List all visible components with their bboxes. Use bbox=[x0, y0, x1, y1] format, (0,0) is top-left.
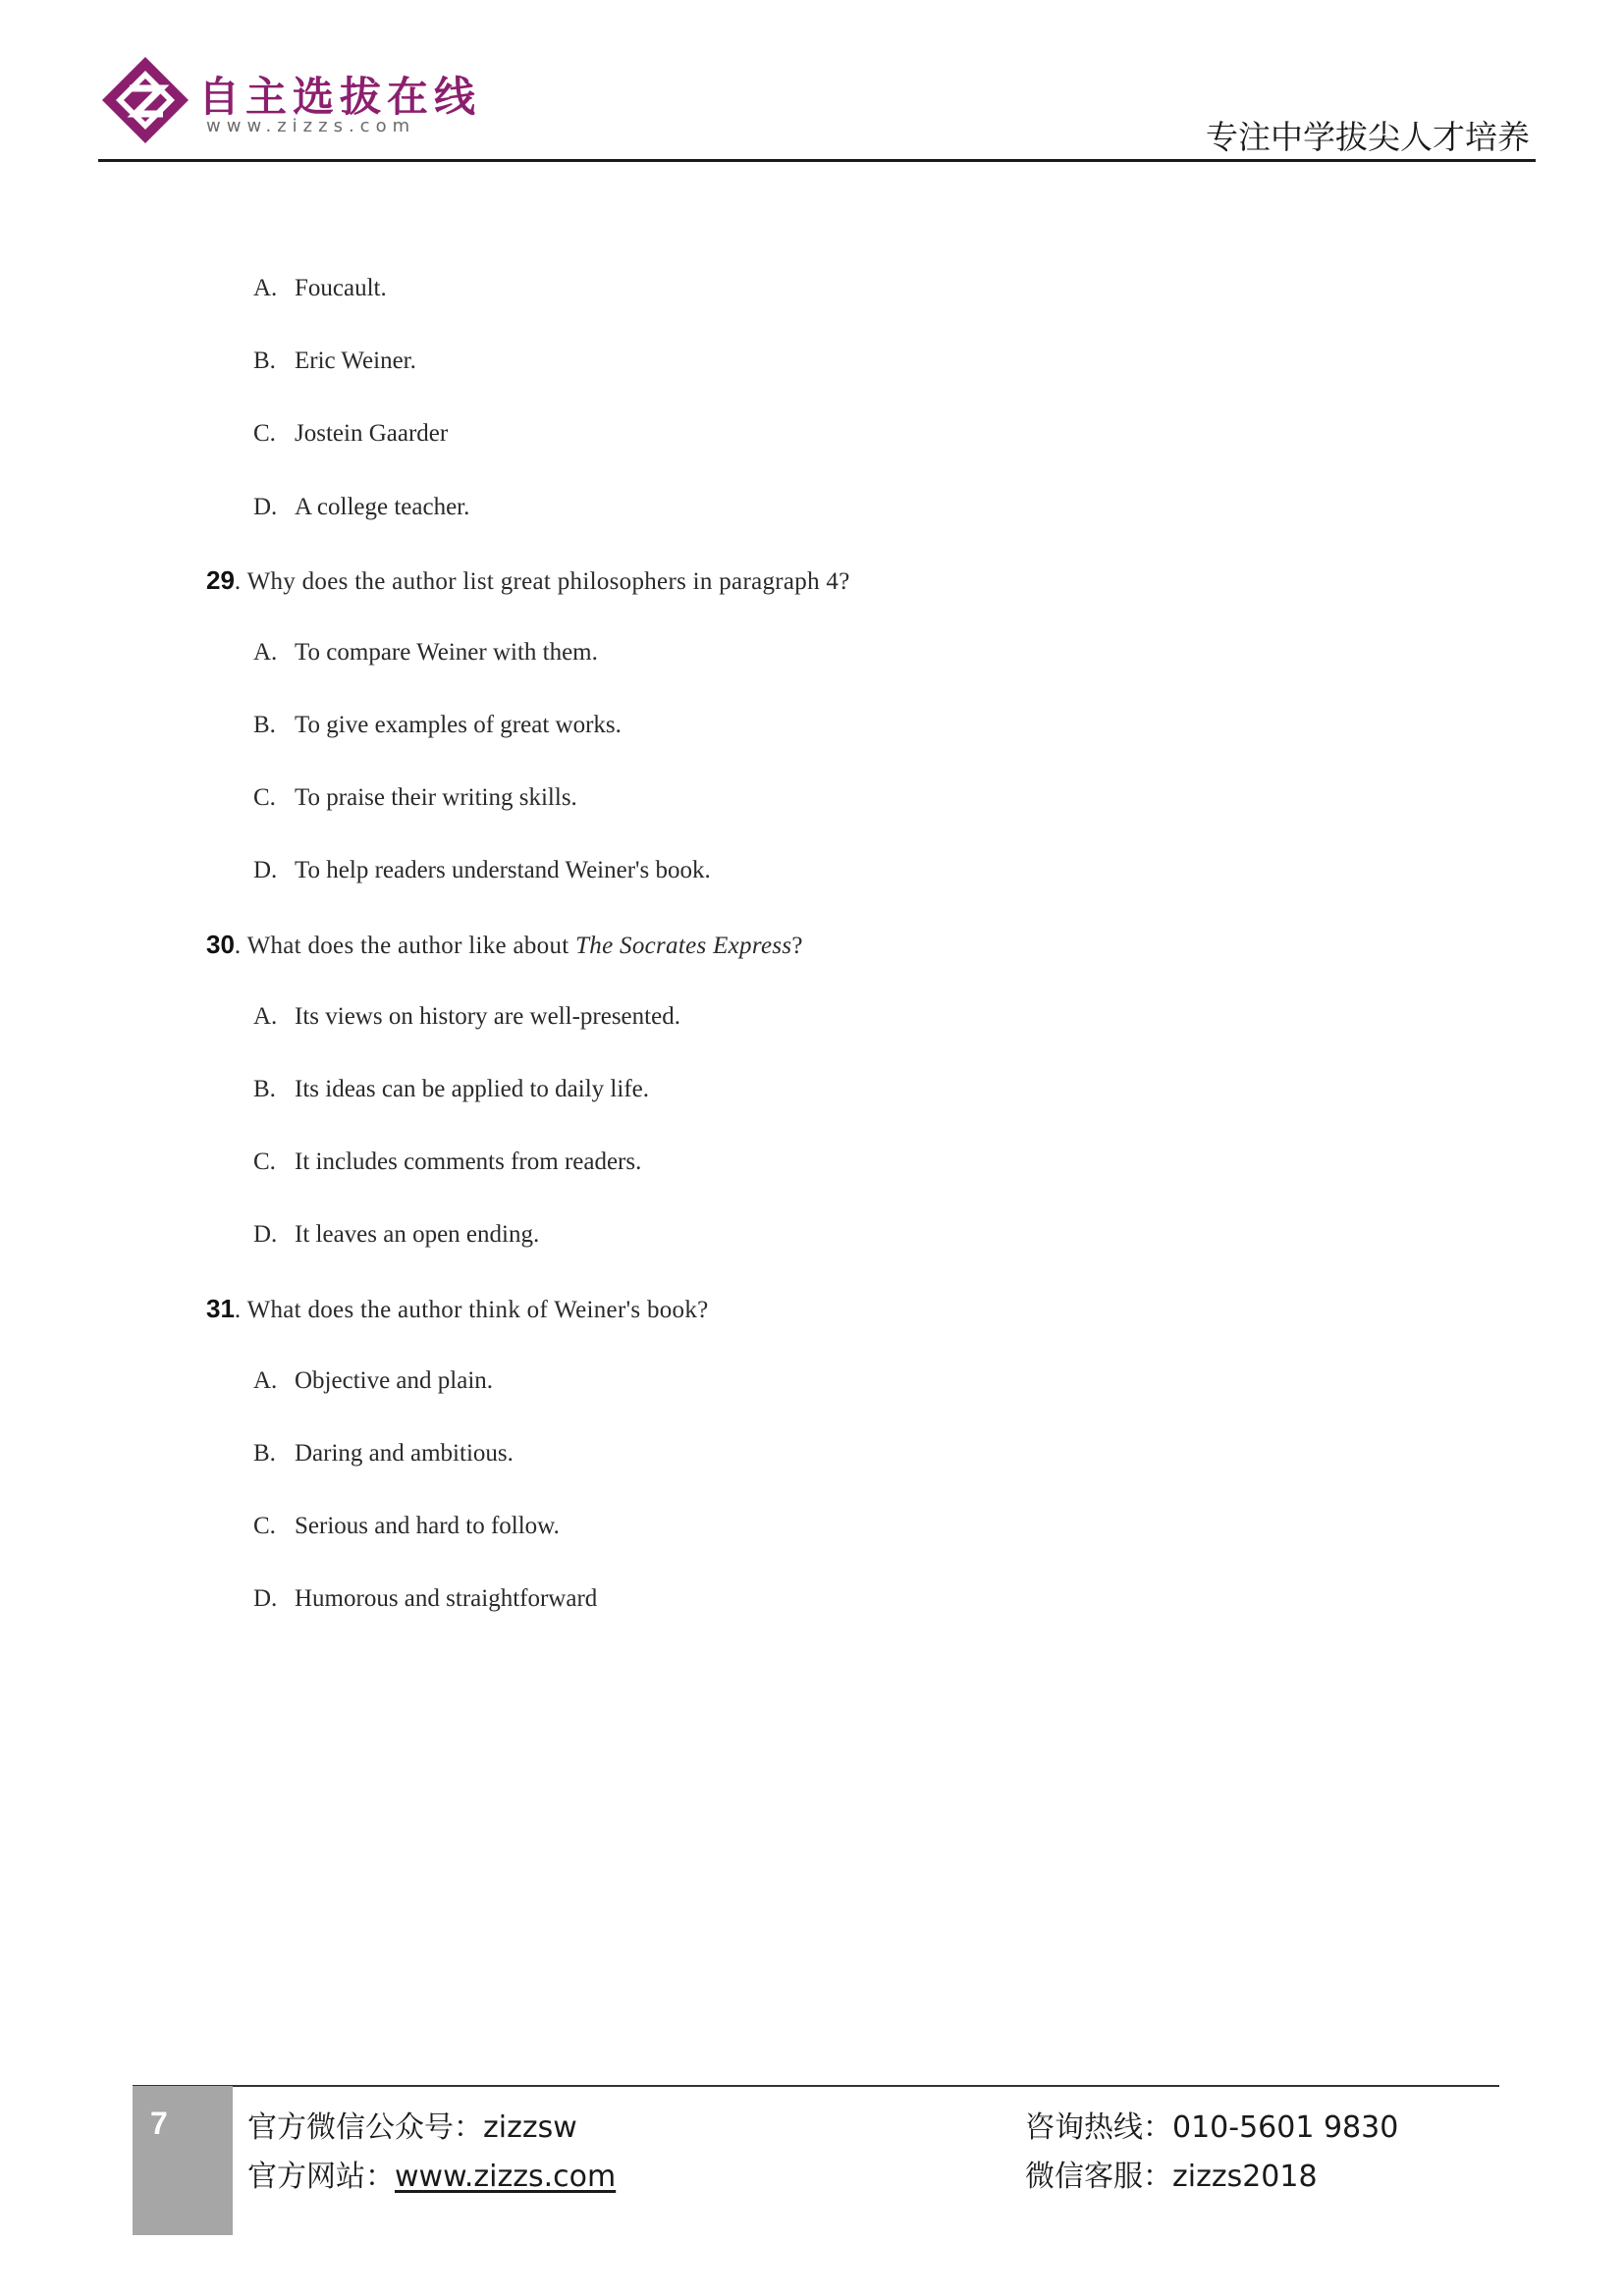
question-29-stem bbox=[206, 565, 850, 596]
footer-divider bbox=[133, 2085, 1499, 2087]
option-31-a bbox=[253, 1367, 493, 1395]
option-28-c bbox=[253, 420, 448, 448]
brand-name: 自主选拔在线 bbox=[198, 73, 482, 121]
option-text: To praise their writing skills. bbox=[295, 784, 577, 811]
brand-url: www.zizzs.com bbox=[206, 116, 416, 136]
option-letter: C. bbox=[253, 784, 276, 811]
question-number: 29 bbox=[206, 565, 235, 595]
page-header bbox=[98, 39, 1536, 162]
hotline-label: 咨询热线： bbox=[1025, 2110, 1172, 2145]
question-number: 30 bbox=[206, 930, 235, 959]
question-30-stem bbox=[206, 930, 803, 960]
option-letter: C. bbox=[253, 1513, 276, 1539]
option-text: Objective and plain. bbox=[295, 1367, 494, 1394]
option-letter: B. bbox=[253, 1440, 276, 1467]
option-28-a bbox=[253, 275, 387, 302]
wechat-service-value: zizzs2018 bbox=[1172, 2160, 1318, 2194]
hotline-value: 010-5601 9830 bbox=[1172, 2110, 1399, 2145]
option-letter: D. bbox=[253, 1585, 278, 1612]
option-text: Daring and ambitious. bbox=[295, 1440, 514, 1467]
option-letter: A. bbox=[253, 639, 278, 666]
page-number: 7 bbox=[150, 2106, 168, 2141]
option-text: Foucault. bbox=[295, 275, 387, 301]
page-number-box bbox=[133, 2086, 233, 2235]
option-text: To give examples of great works. bbox=[295, 712, 622, 738]
footer-website bbox=[247, 2152, 616, 2195]
footer-wechat-service bbox=[1025, 2152, 1318, 2195]
wechat-account-label: 官方微信公众号： bbox=[247, 2110, 483, 2145]
option-letter: B. bbox=[253, 347, 276, 374]
option-letter: D. bbox=[253, 857, 278, 883]
question-text: . Why does the author list great philosophers in paragraph 4? bbox=[234, 568, 850, 595]
question-text: . What does the author think of Weiner's book? bbox=[234, 1297, 709, 1323]
option-text: It includes comments from readers. bbox=[295, 1148, 642, 1175]
option-31-d bbox=[253, 1585, 597, 1613]
option-letter: A. bbox=[253, 1367, 278, 1394]
website-link[interactable]: www.zizzs.com bbox=[395, 2160, 617, 2194]
option-30-d bbox=[253, 1221, 539, 1249]
book-title: The Socrates Express bbox=[575, 933, 792, 959]
option-letter: D. bbox=[253, 1221, 278, 1248]
website-label: 官方网站： bbox=[247, 2160, 395, 2194]
option-text: Serious and hard to follow. bbox=[295, 1513, 560, 1539]
option-text: Its views on history are well-presented. bbox=[295, 1003, 680, 1030]
option-30-b bbox=[253, 1076, 649, 1103]
option-29-b bbox=[253, 712, 622, 739]
question-31-stem bbox=[206, 1294, 709, 1324]
option-text: Humorous and straightforward bbox=[295, 1585, 598, 1612]
option-29-c bbox=[253, 784, 577, 812]
option-30-a bbox=[253, 1003, 680, 1031]
footer-wechat-account bbox=[247, 2103, 577, 2146]
zizzs-logo-icon bbox=[100, 55, 190, 145]
wechat-service-label: 微信客服： bbox=[1025, 2160, 1172, 2194]
option-31-c bbox=[253, 1513, 560, 1540]
option-letter: A. bbox=[253, 1003, 278, 1030]
option-31-b bbox=[253, 1440, 514, 1468]
header-divider bbox=[98, 159, 1536, 162]
option-letter: C. bbox=[253, 420, 276, 447]
question-text: . What does the author like about bbox=[234, 933, 576, 959]
option-text: Jostein Gaarder bbox=[295, 420, 449, 447]
option-letter: A. bbox=[253, 275, 278, 301]
option-29-d bbox=[253, 857, 711, 884]
option-29-a bbox=[253, 639, 598, 667]
footer-hotline bbox=[1025, 2103, 1398, 2146]
question-text-end: ? bbox=[791, 933, 803, 959]
option-text: A college teacher. bbox=[295, 494, 470, 520]
option-28-d bbox=[253, 494, 469, 521]
option-text: It leaves an open ending. bbox=[295, 1221, 540, 1248]
question-number: 31 bbox=[206, 1294, 235, 1323]
option-text: Eric Weiner. bbox=[295, 347, 416, 374]
option-letter: D. bbox=[253, 494, 278, 520]
option-text: To help readers understand Weiner's book. bbox=[295, 857, 711, 883]
wechat-account-value: zizzsw bbox=[483, 2110, 577, 2145]
option-28-b bbox=[253, 347, 416, 375]
header-slogan: 专注中学拔尖人才培养 bbox=[1206, 118, 1530, 156]
option-letter: C. bbox=[253, 1148, 276, 1175]
option-30-c bbox=[253, 1148, 641, 1176]
option-letter: B. bbox=[253, 712, 276, 738]
option-text: Its ideas can be applied to daily life. bbox=[295, 1076, 649, 1102]
option-letter: B. bbox=[253, 1076, 276, 1102]
option-text: To compare Weiner with them. bbox=[295, 639, 598, 666]
